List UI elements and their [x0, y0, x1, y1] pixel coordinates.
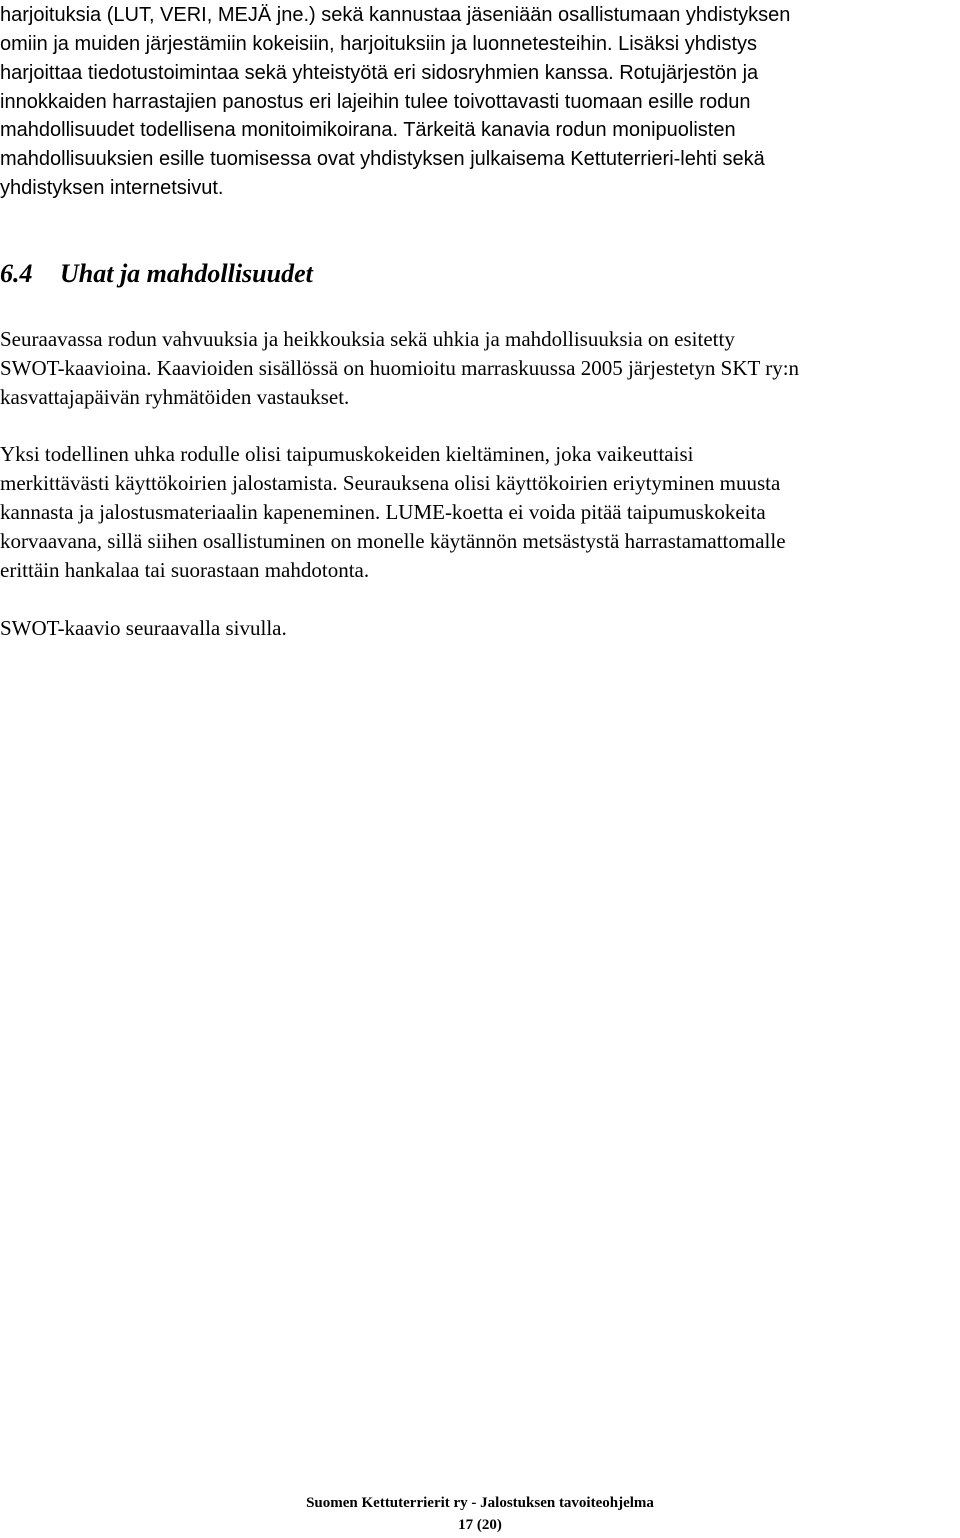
- text-line: merkittävästi käyttökoirien jalostamista. Seurauksena olisi käyttökoirien eriytyminen muusta: [0, 471, 781, 495]
- text-line: erittäin hankalaa tai suorastaan mahdotonta.: [0, 558, 370, 582]
- text-line: harjoittaa tiedotustoimintaa sekä yhteistyötä eri sidosryhmien kanssa. Rotujärjestön ja: [0, 62, 759, 84]
- text-line: innokkaiden harrastajien panostus eri lajeihin tulee toivottavasti tuomaan esille rodun: [0, 91, 751, 113]
- page-number: 17 (20): [458, 1517, 502, 1533]
- text-line: SWOT-kaavioina. Kaavioiden sisällössä on huomioitu marraskuussa 2005 järjestetyn SKT ry:n: [0, 356, 800, 380]
- section-title: Uhat ja mahdollisuudet: [60, 259, 313, 288]
- section-number: 6.4: [0, 259, 33, 288]
- text-line: mahdollisuudet todellisena monitoimikoirana. Tärkeitä kanavia rodun monipuolisten: [0, 119, 736, 141]
- text-line: Seuraavassa rodun vahvuuksia ja heikkouksia sekä uhkia ja mahdollisuuksia on esitetty: [0, 327, 735, 351]
- text-line: omiin ja muiden järjestämiin kokeisiin, harjoituksiin ja luonnetesteihin. Lisäksi yhdistys: [0, 33, 758, 55]
- text-line: yhdistyksen internetsivut.: [0, 177, 224, 199]
- text-line: kannasta ja jalostusmateriaalin kapeneminen. LUME-koetta ei voida pitää taipumuskokeita: [0, 500, 766, 524]
- text-line: mahdollisuuksien esille tuomisessa ovat yhdistyksen julkaisema Kettuterrieri-lehti sekä: [0, 148, 765, 170]
- text-line: kasvattajapäivän ryhmätöiden vastaukset.: [0, 385, 350, 409]
- section-heading: [0, 256, 313, 292]
- text-line: korvaavana, sillä siihen osallistuminen on monelle käytännön metsästystä harrastamattomalle: [0, 529, 786, 553]
- text-line: harjoituksia (LUT, VERI, MEJÄ jne.) sekä kannustaa jäseniään osallistumaan yhdistyksen: [0, 4, 791, 26]
- footer-title: Suomen Kettuterrierit ry - Jalostuksen tavoiteohjelma: [306, 1495, 654, 1511]
- text-line: Yksi todellinen uhka rodulle olisi taipumuskokeiden kieltäminen, joka vaikeuttaisi: [0, 442, 694, 466]
- note-paragraph: SWOT-kaavio seuraavalla sivulla.: [0, 616, 287, 640]
